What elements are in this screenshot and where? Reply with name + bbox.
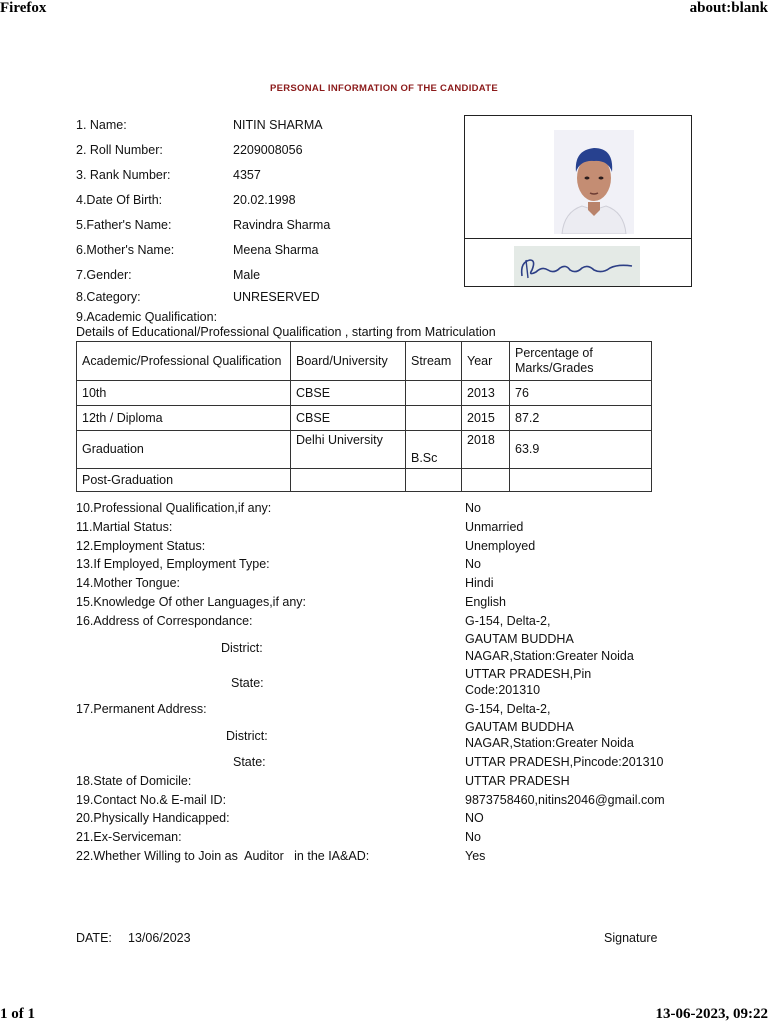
col-header-stream: Stream	[406, 342, 462, 381]
cell-board: CBSE	[291, 381, 406, 406]
detail-label-languages: 15.Knowledge Of other Languages,if any:	[76, 595, 307, 609]
field-value-category: UNRESERVED	[233, 290, 320, 304]
detail-label-permanent-state: State:	[233, 755, 266, 769]
detail-value-permanent-district-line2: NAGAR,Station:Greater Noida	[465, 736, 634, 750]
date-value: 13/06/2023	[128, 931, 191, 945]
detail-label-ex-serviceman: 21.Ex-Serviceman:	[76, 830, 182, 844]
field-label-gender: 7.Gender:	[76, 268, 132, 282]
detail-label-district: District:	[221, 641, 263, 655]
cell-year: 2015	[462, 406, 510, 431]
table-row	[77, 431, 652, 469]
field-label-dob: 4.Date Of Birth:	[76, 193, 163, 207]
detail-value-contact: 9873758460,nitins2046@gmail.com	[465, 793, 665, 807]
page-count: 1 of 1	[0, 1006, 35, 1022]
document-title: PERSONAL INFORMATION OF THE CANDIDATE	[269, 83, 498, 94]
field-value-dob: 20.02.1998	[233, 193, 296, 207]
table-row	[77, 469, 652, 492]
detail-value-district-line2: NAGAR,Station:Greater Noida	[465, 649, 634, 663]
detail-value-willing: Yes	[465, 849, 486, 863]
academic-heading: 9.Academic Qualification:	[76, 310, 218, 324]
detail-label-contact: 19.Contact No.& E-mail ID:	[76, 793, 227, 807]
academic-subheading: Details of Educational/Professional Qualification , starting from Matriculation	[76, 325, 496, 339]
field-label-mother: 6.Mother's Name:	[76, 243, 175, 257]
field-label-rank: 3. Rank Number:	[76, 168, 171, 182]
detail-value-correspondence: G-154, Delta-2,	[465, 614, 551, 628]
detail-value-languages: English	[465, 595, 506, 609]
cell-year: 2018	[462, 431, 510, 469]
detail-label-permanent: 17.Permanent Address:	[76, 702, 207, 716]
field-value-rank: 4357	[233, 168, 261, 182]
detail-label-mother-tongue: 14.Mother Tongue:	[76, 576, 181, 590]
detail-label-state: State:	[231, 676, 264, 690]
col-header-percentage: Percentage of Marks/Grades	[510, 342, 652, 381]
cell-board: CBSE	[291, 406, 406, 431]
detail-value-ex-serviceman: No	[465, 830, 481, 844]
cell-percentage: 76	[510, 381, 652, 406]
cell-percentage	[510, 469, 652, 492]
detail-value-state-line2: Code:201310	[465, 683, 541, 697]
cell-stream	[406, 381, 462, 406]
detail-label-professional: 10.Professional Qualification,if any:	[76, 501, 272, 515]
field-value-gender: Male	[233, 268, 261, 282]
detail-value-permanent: G-154, Delta-2,	[465, 702, 551, 716]
field-label-roll: 2. Roll Number:	[76, 143, 163, 157]
cell-stream	[406, 406, 462, 431]
detail-value-marital: Unmarried	[465, 520, 524, 534]
table-row	[77, 406, 652, 431]
cell-stream: B.Sc	[406, 431, 462, 469]
detail-value-permanent-district-line1: GAUTAM BUDDHA	[465, 720, 574, 734]
field-label-father: 5.Father's Name:	[76, 218, 172, 232]
detail-value-employment-type: No	[465, 557, 481, 571]
field-value-father: Ravindra Sharma	[233, 218, 331, 232]
detail-label-employment: 12.Employment Status:	[76, 539, 206, 553]
field-value-roll: 2209008056	[233, 143, 303, 157]
detail-value-employment: Unemployed	[465, 539, 536, 553]
browser-name: Firefox	[0, 0, 47, 16]
table-header-row	[77, 342, 652, 381]
detail-label-employment-type: 13.If Employed, Employment Type:	[76, 557, 270, 571]
cell-board	[291, 469, 406, 492]
detail-value-district-line1: GAUTAM BUDDHA	[465, 632, 574, 646]
photo-divider	[465, 238, 691, 239]
detail-value-professional: No	[465, 501, 481, 515]
cell-stream	[406, 469, 462, 492]
candidate-photo-icon	[554, 130, 634, 234]
signature-label: Signature	[604, 931, 658, 945]
field-label-category: 8.Category:	[76, 290, 141, 304]
detail-label-willing: 22.Whether Willing to Join as Auditor in the IA&AD:	[76, 849, 370, 863]
detail-label-permanent-district: District:	[226, 729, 268, 743]
detail-label-correspondence: 16.Address of Correspondance:	[76, 614, 253, 628]
photo-signature-box	[464, 115, 692, 287]
print-datetime: 13-06-2023, 09:22	[655, 1006, 768, 1022]
detail-value-handicapped: NO	[465, 811, 484, 825]
browser-url: about:blank	[689, 0, 768, 16]
detail-value-mother-tongue: Hindi	[465, 576, 494, 590]
detail-label-domicile: 18.State of Domicile:	[76, 774, 192, 788]
signature-image	[514, 246, 640, 286]
cell-qualification: 12th / Diploma	[77, 406, 291, 431]
cell-qualification: Post-Graduation	[77, 469, 291, 492]
detail-value-domicile: UTTAR PRADESH	[465, 774, 570, 788]
cell-board: Delhi University	[291, 431, 406, 469]
field-label-name: 1. Name:	[76, 118, 127, 132]
field-value-name: NITIN SHARMA	[233, 118, 323, 132]
table-row	[77, 381, 652, 406]
col-header-year: Year	[462, 342, 510, 381]
handwritten-signature-icon	[514, 246, 640, 286]
detail-value-state-line1: UTTAR PRADESH,Pin	[465, 667, 592, 681]
col-header-qualification: Academic/Professional Qualification	[77, 342, 291, 381]
detail-value-permanent-state: UTTAR PRADESH,Pincode:201310	[465, 755, 664, 769]
detail-label-handicapped: 20.Physically Handicapped:	[76, 811, 230, 825]
cell-year: 2013	[462, 381, 510, 406]
cell-percentage: 63.9	[510, 431, 652, 469]
academic-table	[76, 341, 652, 492]
cell-qualification: 10th	[77, 381, 291, 406]
col-header-board: Board/University	[291, 342, 406, 381]
field-value-mother: Meena Sharma	[233, 243, 319, 257]
cell-qualification: Graduation	[77, 431, 291, 469]
detail-label-marital: 11.Martial Status:	[76, 520, 173, 534]
cell-percentage: 87.2	[510, 406, 652, 431]
date-label: DATE:	[76, 931, 112, 945]
cell-year	[462, 469, 510, 492]
candidate-photo	[554, 130, 634, 234]
